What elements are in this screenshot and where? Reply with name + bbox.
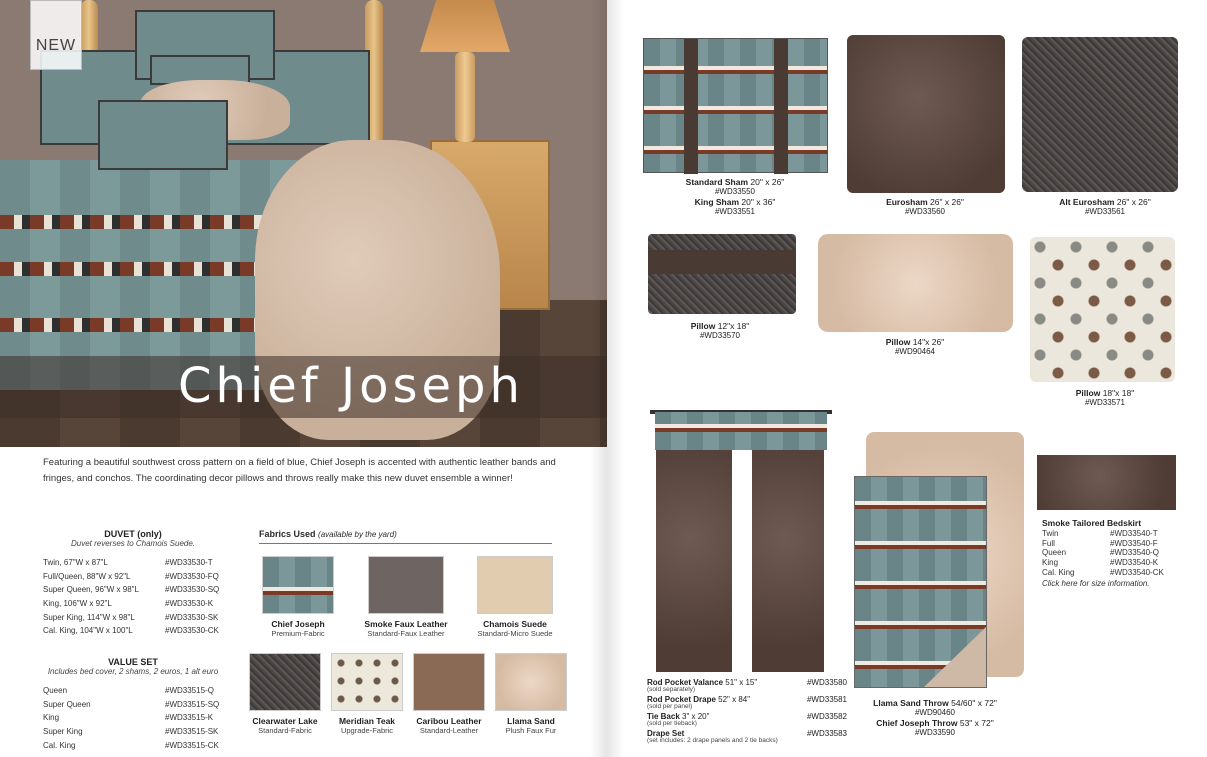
table-row: King #WD33515-K <box>43 713 214 723</box>
table-row: Super King, 114"W x 98"L #WD33530-SK <box>43 612 219 622</box>
pillow-18x18-image <box>1030 237 1175 382</box>
collection-title: Chief Joseph <box>178 358 524 414</box>
eurosham-image <box>847 35 1005 193</box>
chief-throw-image <box>854 476 987 688</box>
pillow-14x26-image <box>818 234 1013 332</box>
table-row: Super King #WD33515-SK <box>43 727 219 737</box>
sham-caption: Standard Sham 20" x 26" #WD33550 King Sham 20" x 36" #WD33551 <box>685 177 785 216</box>
swatch-meridian-teak: Meridian Teak Upgrade-Fabric <box>322 653 412 735</box>
table-row: Queen #WD33540-Q <box>1042 548 1159 558</box>
intro-paragraph: Featuring a beautiful southwest cross pattern on a field of blue, Chief Joseph is accented with authentic leather bands and fringes, and conchos. The coordinating decor pillows and throws really make this new duvet ensemble a winner! <box>43 457 556 485</box>
table-row: Cal. King #WD33540-CK <box>1042 567 1164 577</box>
table-row: Super Queen #WD33515-SQ <box>43 699 220 709</box>
swatch-smoke-faux-leather: Smoke Faux Leather Standard-Faux Leather <box>361 556 451 638</box>
value-set-subtitle: Includes bed cover, 2 shams, 2 euros, 1 alt euro <box>47 667 219 676</box>
table-row: Queen #WD33515-Q <box>43 686 214 696</box>
pillow-12x18-image <box>648 234 796 314</box>
table-row: Full/Queen, 88"W x 92"L #WD33530-FQ <box>43 571 219 581</box>
value-set-table <box>43 684 223 752</box>
value-set-title: VALUE SET <box>108 657 158 667</box>
fabrics-heading: Fabrics Used (available by the yard) <box>259 529 552 544</box>
value-set-header <box>43 657 223 676</box>
bedskirt-image <box>1037 455 1176 510</box>
table-row: Twin, 67"W x 87"L #WD33530-T <box>43 558 213 568</box>
table-row: Cal. King #WD33515-CK <box>43 740 219 750</box>
bedskirt-info: Smoke Tailored Bedskirt Twin #WD33540-T Full #WD33540-F Queen #WD33540-Q King #WD33540-K Cal. King #WD33540-CK Click here for size information. <box>1042 518 1182 588</box>
duvet-title: DUVET (only) <box>104 529 162 539</box>
pillow-18x18-caption: Pillow 18"x 18" #WD33571 <box>1075 388 1135 408</box>
pillow-14x26-caption: Pillow 14"x 26" #WD90464 <box>885 337 945 357</box>
throws-caption: Llama Sand Throw 54/60" x 72" #WD90460 Chief Joseph Throw 53" x 72" #WD33590 <box>873 698 997 737</box>
alt-eurosham-image <box>1022 37 1178 192</box>
table-row: King, 106"W x 92"L #WD33530-K <box>43 599 214 609</box>
table-row: Super Queen, 96"W x 98"L #WD33530-SQ <box>43 585 220 595</box>
eurosham-caption: Eurosham 26" x 26" #WD33560 <box>886 197 964 217</box>
duvet-header <box>43 529 223 548</box>
table-row: Cal. King, 104"W x 100"L #WD33530-CK <box>43 626 219 636</box>
swatch-llama-sand: Llama Sand Plush Faux Fur <box>486 653 576 735</box>
duvet-subtitle: Duvet reverses to Chamois Suede. <box>70 539 196 548</box>
new-badge: NEW <box>30 0 82 70</box>
drape-right-image <box>752 450 824 672</box>
pillow-12x18-caption: Pillow 12"x 18" #WD33570 <box>690 321 750 341</box>
swatch-clearwater-lake: Clearwater Lake Standard-Fabric <box>240 653 330 735</box>
alt-eurosham-caption: Alt Eurosham 26" x 26" #WD33561 <box>1059 197 1151 217</box>
standard-sham-image <box>643 38 828 173</box>
curtain-captions: Rod Pocket Valance 51" x 15" #WD33580 (sold separately) Rod Pocket Drape 52" x 84" #WD33581 (sold per panel) Tie Back 3" x 20" #WD33582 (sold per tieback) Drape Set #WD33583 (set includes: 2 drape panels and 2 tie backs) <box>647 678 847 744</box>
drape-left-image <box>656 450 732 672</box>
table-row: Twin #WD33540-T <box>1042 529 1158 539</box>
swatch-chief-joseph: Chief Joseph Premium-Fabric <box>253 556 343 638</box>
table-row: Full #WD33540-F <box>1042 538 1158 548</box>
page-gutter <box>590 0 624 757</box>
table-row: King #WD33540-K <box>1042 558 1159 568</box>
swatch-caribou-leather: Caribou Leather Standard-Leather <box>404 653 494 735</box>
valance-image <box>655 412 827 450</box>
size-info-link[interactable]: Click here for size information. <box>1042 578 1150 588</box>
hero-bedroom-image <box>0 0 607 447</box>
swatch-chamois-suede: Chamois Suede Standard-Micro Suede <box>470 556 560 638</box>
duvet-table <box>43 556 223 638</box>
